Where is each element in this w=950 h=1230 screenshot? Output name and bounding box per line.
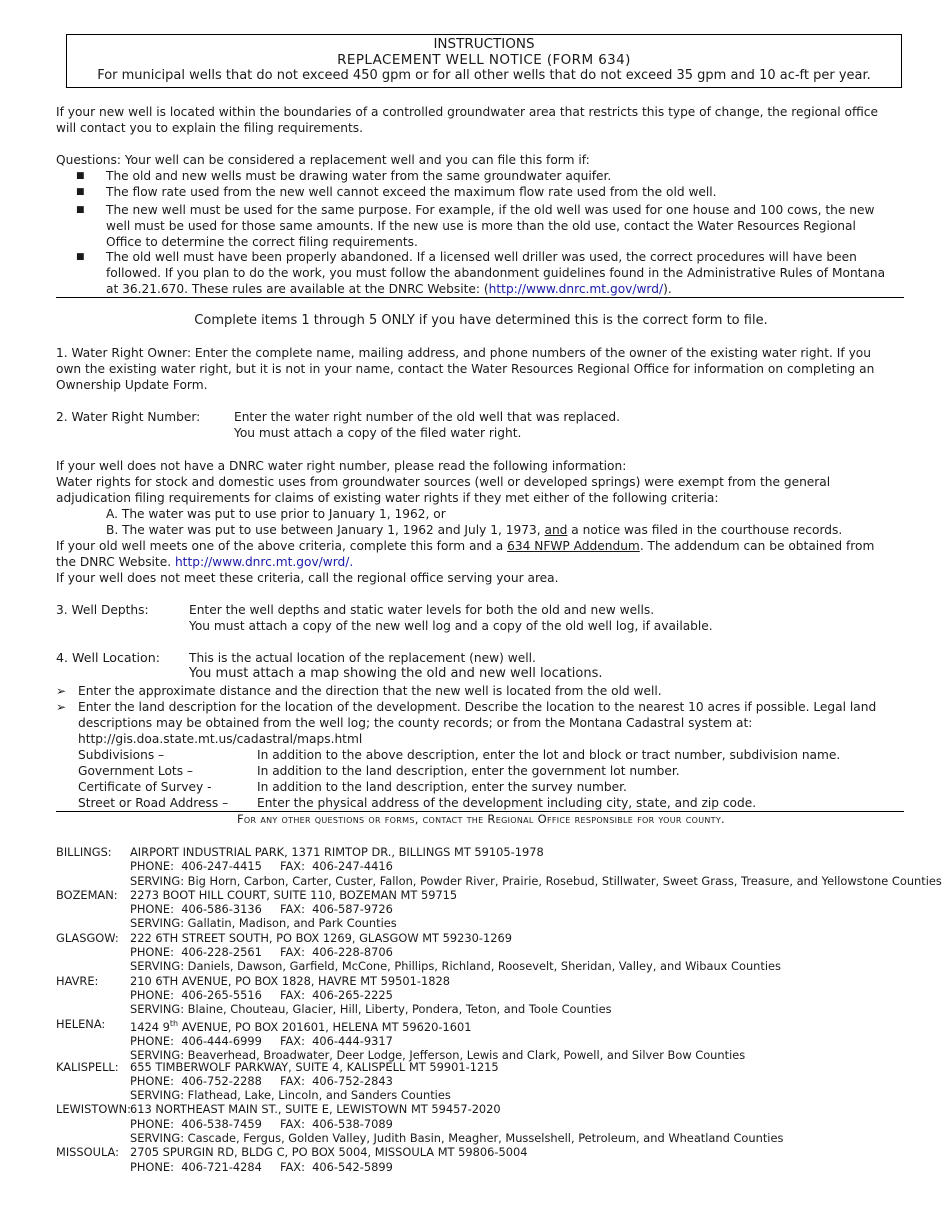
office-entry xyxy=(56,1017,946,1063)
office-city: KALISPELL: xyxy=(56,1059,119,1074)
intro-paragraph: If your new well is located within the boundaries of a controlled groundwater area that restricts this type of change, the regional office will contact you to explain the filing requirements. xyxy=(56,105,878,135)
office-serving-counties: SERVING: Blaine, Chouteau, Glacier, Hill, Liberty, Pondera, Teton, and Toole Counties xyxy=(130,1002,612,1017)
criteria-bullet-flow-rate: ■ The flow rate used from the new well cannot exceed the maximum flow rate used from the old well. xyxy=(76,185,717,199)
office-phone-fax: PHONE: 406-228-2561 FAX: 406-228-8706 xyxy=(130,945,393,960)
office-serving-counties: SERVING: Cascade, Fergus, Golden Valley, Judith Basin, Meagher, Musselshell, Petroleum, and Wheatland Counties xyxy=(130,1130,784,1145)
item-1-water-right-owner: 1. Water Right Owner: Enter the complete name, mailing address, and phone numbers of the owner of the existing water right. If you own the existing water right, but it is not in your name, contact the Water Resources Regional Office for information on completing an Ownership Update Form. xyxy=(56,346,875,392)
office-phone-fax: PHONE: 406-247-4415 FAX: 406-247-4416 xyxy=(130,859,393,874)
criteria-a: A. The water was put to use prior to January 1, 1962, or xyxy=(106,507,446,521)
office-entry xyxy=(56,845,946,888)
office-phone-fax: PHONE: 406-538-7459 FAX: 406-538-7089 xyxy=(130,1116,393,1131)
bullet-square-icon: ■ xyxy=(76,205,85,215)
land-description-table xyxy=(78,747,906,811)
item-2-label: 2. Water Right Number: xyxy=(56,410,201,424)
office-serving-counties: SERVING: Gallatin, Madison, and Park Counties xyxy=(130,916,397,931)
office-address: AIRPORT INDUSTRIAL PARK, 1371 RIMTOP DR., BILLINGS MT 59105-1978 xyxy=(130,845,544,859)
criteria-b: B. The water was put to use between January 1, 1962 and July 1, 1973, and a notice was filed in the courthouse records. xyxy=(106,523,843,537)
office-entry xyxy=(56,1060,946,1103)
criteria-bullet-aquifer: ■ The old and new wells must be drawing water from the same groundwater aquifer. xyxy=(76,169,612,183)
office-city: HAVRE: xyxy=(56,973,99,988)
office-city: LEWISTOWN: xyxy=(56,1102,131,1117)
office-address: 613 NORTHEAST MAIN ST., SUITE E, LEWISTOWN MT 59457-2020 xyxy=(130,1102,501,1117)
office-phone-fax: PHONE: 406-721-4284 FAX: 406-542-5899 xyxy=(130,1159,393,1174)
criteria-bullet-same-purpose: ■ The new well must be used for the same purpose. For example, if the old well was used for one house and 100 cows, the new well must be used for those same amounts. If the new use is more than the old use, contact the Water Resources Regional Office to determine the correct filing requirements. xyxy=(76,203,875,249)
item-4-well-location: 4. Well Location: This is the actual location of the replacement (new) well. You must attach a map showing the old and new well locations. xyxy=(56,650,603,681)
arrow-bullet-icon: ➢ xyxy=(56,700,67,714)
office-entry xyxy=(56,1145,946,1174)
bullet-square-icon: ■ xyxy=(76,252,85,262)
item-2-water-right-number: 2. Water Right Number: Enter the water right number of the old well that was replaced. You must attach a copy of the filed water right. xyxy=(56,410,620,440)
office-city: MISSOULA: xyxy=(56,1145,119,1160)
office-serving-counties: SERVING: Beaverhead, Broadwater, Deer Lodge, Jefferson, Lewis and Clark, Powell, and Silver Bow Counties xyxy=(130,1047,746,1062)
office-address: 655 TIMBERWOLF PARKWAY, SUITE 4, KALISPELL MT 59901-1215 xyxy=(130,1059,499,1074)
office-entry xyxy=(56,888,946,931)
land-row: Certificate of Survey - In addition to the land description, enter the survey number. xyxy=(78,780,627,794)
section-divider xyxy=(56,297,904,298)
dnrc-website-link[interactable]: http://www.dnrc.mt.gov/wrd/ xyxy=(488,282,664,296)
office-city: BOZEMAN: xyxy=(56,887,118,902)
dnrc-wrd-link[interactable]: http://www.dnrc.mt.gov/wrd/. xyxy=(174,555,354,569)
location-instructions: ➢ Enter the approximate distance and the direction that the new well is located from the old well. ➢ Enter the land description for the location of the development. Describe the location to the nearest 10 acres if possible. Legal land descriptions may be obtained from the well log; the county records; or from the Montana Cadastral system at: http://gis.doa.state.mt.us/cadastral/maps.html Subdivisions – In addition to the above description, enter the lot and block or tract number, subdivision name. Government Lots – In addition to the land description, enter the government lot number. Certificate of Survey - In addition to the land description, enter the survey number. Street or Road Address – Enter the physical address of the development including city, state, and zip code. xyxy=(56,683,906,811)
office-entry xyxy=(56,931,946,974)
office-address: 2273 BOOT HILL COURT, SUITE 110, BOZEMAN MT 59715 xyxy=(130,887,458,902)
criteria-bullet-abandoned: ■ The old well must have been properly abandoned. If a licensed well driller was used, the correct procedures will have been followed. If you plan to do the work, you must follow the abandonment guidelines found in the Administrative Rules of Montana at 36.21.670. These rules are available at the DNRC Website: (http://www.dnrc.mt.gov/wrd/). xyxy=(76,250,886,296)
bullet-square-icon: ■ xyxy=(76,187,85,197)
arrow-bullet-icon: ➢ xyxy=(56,684,67,698)
header-title: INSTRUCTIONS xyxy=(433,36,535,52)
office-address: 1424 9th AVENUE, PO BOX 201601, HELENA MT 59620-1601 xyxy=(130,1018,472,1034)
office-city: BILLINGS: xyxy=(56,845,112,859)
office-serving-counties: SERVING: Daniels, Dawson, Garfield, McCone, Phillips, Richland, Roosevelt, Sheridan, Valley, and Wibaux Counties xyxy=(130,959,781,974)
instructions-header xyxy=(66,34,902,88)
bullet-square-icon: ■ xyxy=(76,171,85,181)
office-phone-fax: PHONE: 406-752-2288 FAX: 406-752-2843 xyxy=(130,1073,393,1088)
office-serving-counties: SERVING: Flathead, Lake, Lincoln, and Sanders Counties xyxy=(130,1088,451,1103)
office-serving-counties: SERVING: Big Horn, Carbon, Carter, Custer, Fallon, Powder River, Prairie, Rosebud, Stillwater, Sweet Grass, Treasure, and Yellowstone Counties xyxy=(130,873,942,888)
complete-items-note: Complete items 1 through 5 ONLY if you have determined this is the correct form to file. xyxy=(194,313,768,328)
office-address: 210 6TH AVENUE, PO BOX 1828, HAVRE MT 59501-1828 xyxy=(130,973,450,988)
office-phone-fax: PHONE: 406-265-5516 FAX: 406-265-2225 xyxy=(130,987,393,1002)
land-row: Street or Road Address – Enter the physical address of the development including city, state, and zip code. xyxy=(78,796,757,810)
office-address: 222 6TH STREET SOUTH, PO BOX 1269, GLASGOW MT 59230-1269 xyxy=(130,930,512,945)
office-address: 2705 SPURGIN RD, BLDG C, PO BOX 5004, MISSOULA MT 59806-5004 xyxy=(130,1145,528,1160)
item-4-label: 4. Well Location: xyxy=(56,650,160,665)
contact-office-note: For any other questions or forms, contact the Regional Office responsible for your county. xyxy=(237,812,725,826)
office-city: GLASGOW: xyxy=(56,930,119,945)
header-form-name: REPLACEMENT WELL NOTICE (FORM 634) xyxy=(337,52,631,68)
office-phone-fax: PHONE: 406-444-6999 FAX: 406-444-9317 xyxy=(130,1033,393,1048)
office-phone-fax: PHONE: 406-586-3136 FAX: 406-587-9726 xyxy=(130,902,393,917)
land-row: Government Lots – In addition to the land description, enter the government lot number. xyxy=(78,764,680,778)
nfwp-addendum-ref: 634 NFWP Addendum xyxy=(507,539,640,553)
office-entry xyxy=(56,974,946,1017)
office-city: HELENA: xyxy=(56,1016,106,1031)
item-3-well-depths: 3. Well Depths: Enter the well depths and static water levels for both the old and new wells. You must attach a copy of the new well log and a copy of the old well log, if available. xyxy=(56,603,713,633)
dnrc-exemption-info: If your well does not have a DNRC water right number, please read the following information: Water rights for stock and domestic uses from groundwater sources (well or developed springs) were exempt from the general adjudication filing requirements for claims of existing water rights if they met either of the following criteria: A. The water was put to use prior to January 1, 1962, or B. The water was put to use between January 1, 1962 and July 1, 1973, and a notice was filed in the courthouse records. If your old well meets one of the above criteria, complete this form and a 634 NFWP Addendum. The addendum can be obtained from the DNRC Website. http://www.dnrc.mt.gov/wrd/. If your well does not meet these criteria, call the regional office serving your area. xyxy=(56,458,906,586)
office-entry xyxy=(56,1102,946,1145)
land-row: Subdivisions – In addition to the above description, enter the lot and block or tract number, subdivision name. xyxy=(78,748,841,762)
cadastral-url: http://gis.doa.state.mt.us/cadastral/maps.html xyxy=(78,732,363,746)
questions-lead: Questions: Your well can be considered a replacement well and you can file this form if: xyxy=(56,153,590,167)
item-3-label: 3. Well Depths: xyxy=(56,603,149,617)
header-scope: For municipal wells that do not exceed 450 gpm or for all other wells that do not exceed 35 gpm and 10 ac-ft per year. xyxy=(97,68,871,83)
